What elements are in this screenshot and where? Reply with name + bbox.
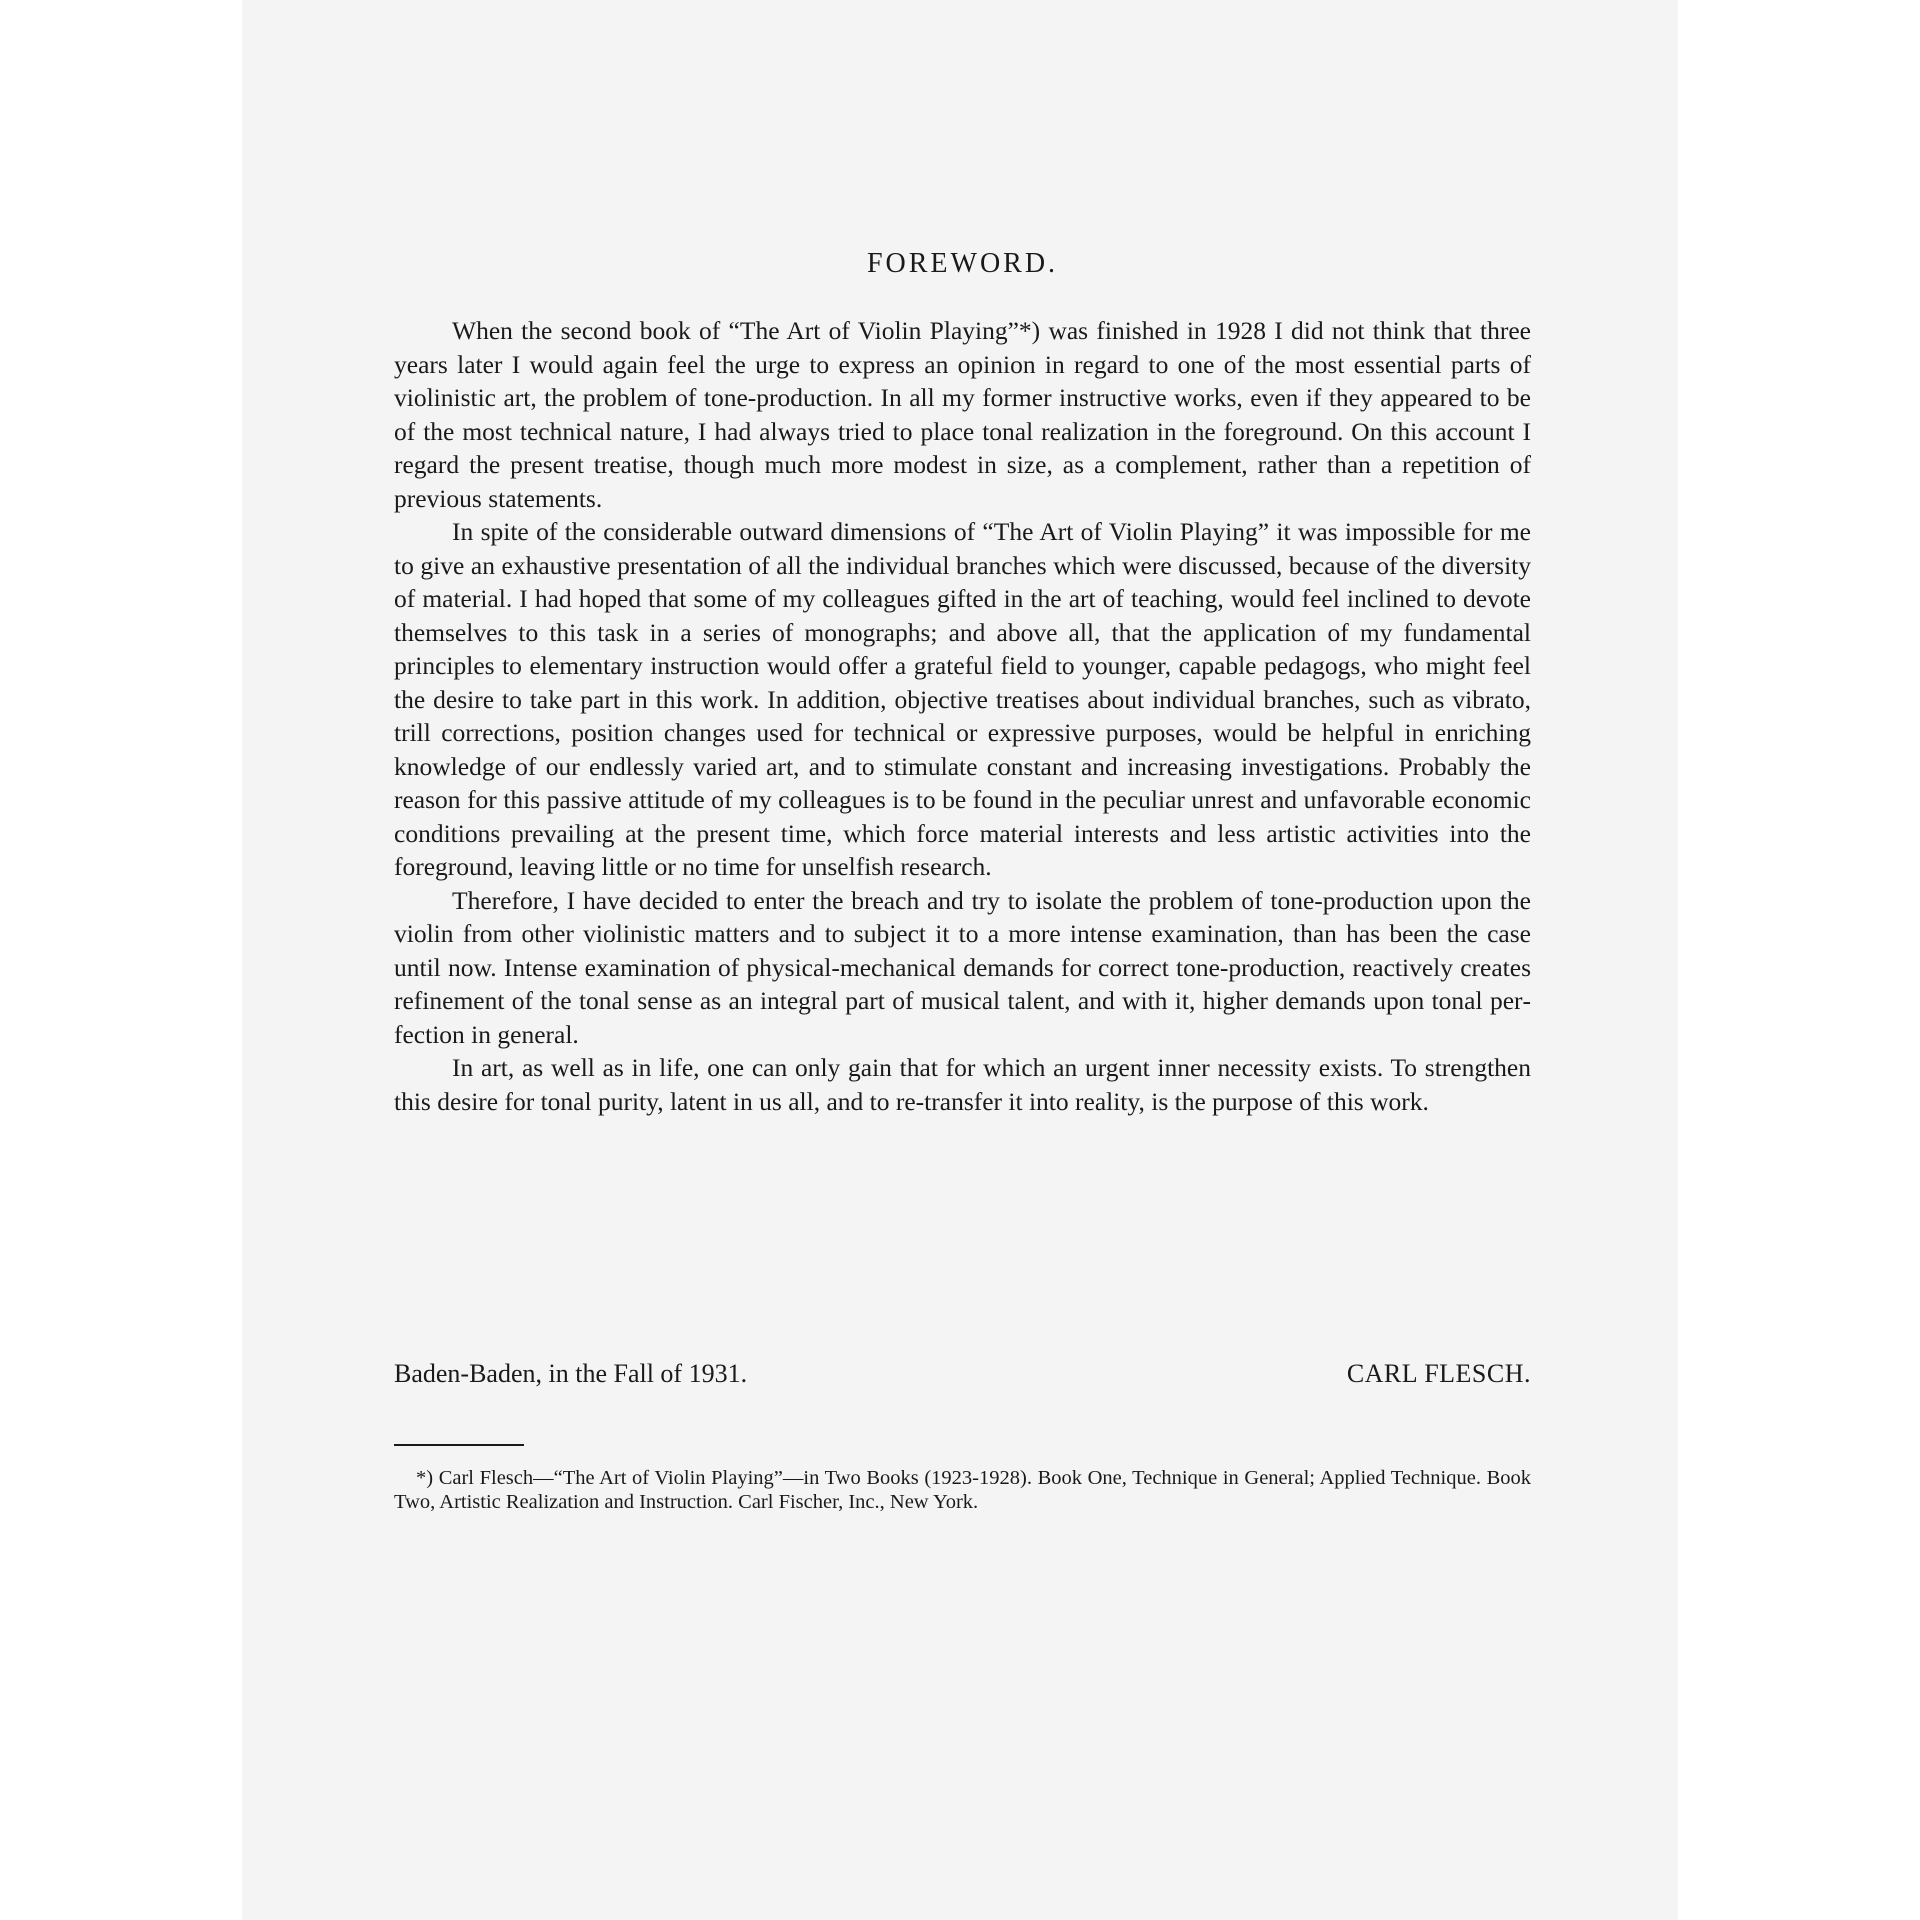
document-page xyxy=(242,0,1678,1920)
paragraph-1: When the second book of “The Art of Violin Playing”*) was finished in 1928 I did not think that three years later I would again feel the urge to express an opinion in regard to one of the most essential parts of violinistic art, the problem of tone-production. In all my former instructive works, even if they appeared to be of the most technical nature, I had always tried to place tonal realization in the foreground. On this account I regard the present treatise, though much more modest in size, as a complement, rather than a repetition of previous statements. xyxy=(394,316,1531,513)
footnote-divider xyxy=(394,1444,524,1446)
footnote: *) Carl Flesch—“The Art of Violin Playing”—in Two Books (1923-1928). Book One, Technique in General; Applied Technique. Book Two, Artistic Realization and Instruction. Carl Fischer, Inc., New York. xyxy=(394,1467,1531,1513)
place-date: Baden-Baden, in the Fall of 1931. xyxy=(394,1359,748,1388)
page-title: FOREWORD. xyxy=(866,248,1059,279)
paragraph-2: In spite of the considerable outward dimensions of “The Art of Violin Playing” it was impossible for me to give an exhaustive presentation of all the individual branches which were discussed, because of the diversity of material. I had hoped that some of my colleagues gifted in the art of teaching, would feel inclined to devote themselves to this task in a series of monographs; and above all, that the application of my fundamental principles to elementary instruction would offer a grateful field to younger, capable pedagogs, who might feel the desire to take part in this work. In addition, objective treatises about individual branches, such as vibrato, trill corrections, position changes used for technical or expressive purposes, would be helpful in enriching knowledge of our endlessly varied art, and to stimulate constant and increasing investigations. Probably the reason for this passive attitude of my colleagues is to be found in the peculiar unrest and unfavorable economic conditions prevailing at the present time, which force material interests and less artistic activities into the foreground, leaving little or no time for unselfish research. xyxy=(394,517,1531,881)
paragraph-3: Therefore, I have decided to enter the breach and try to isolate the problem of tone-production upon the violin from other violinistic matters and to subject it to a more intense examination, than has been the case until now. Intense examination of physical-mechanical demands for correct tone-production, reactively creates refinement of the tonal sense as an integral part of musical talent, and with it, higher demands upon tonal perfection in general. xyxy=(394,885,1531,1049)
foreword-body xyxy=(394,314,1531,1118)
paragraph-4: In art, as well as in life, one can only gain that for which an urgent inner necessity exists. To strengthen this desire for tonal purity, latent in us all, and to re-transfer it into reality, is the purpose of this work. xyxy=(394,1053,1531,1116)
author-signature: CARL FLESCH. xyxy=(1346,1359,1531,1388)
